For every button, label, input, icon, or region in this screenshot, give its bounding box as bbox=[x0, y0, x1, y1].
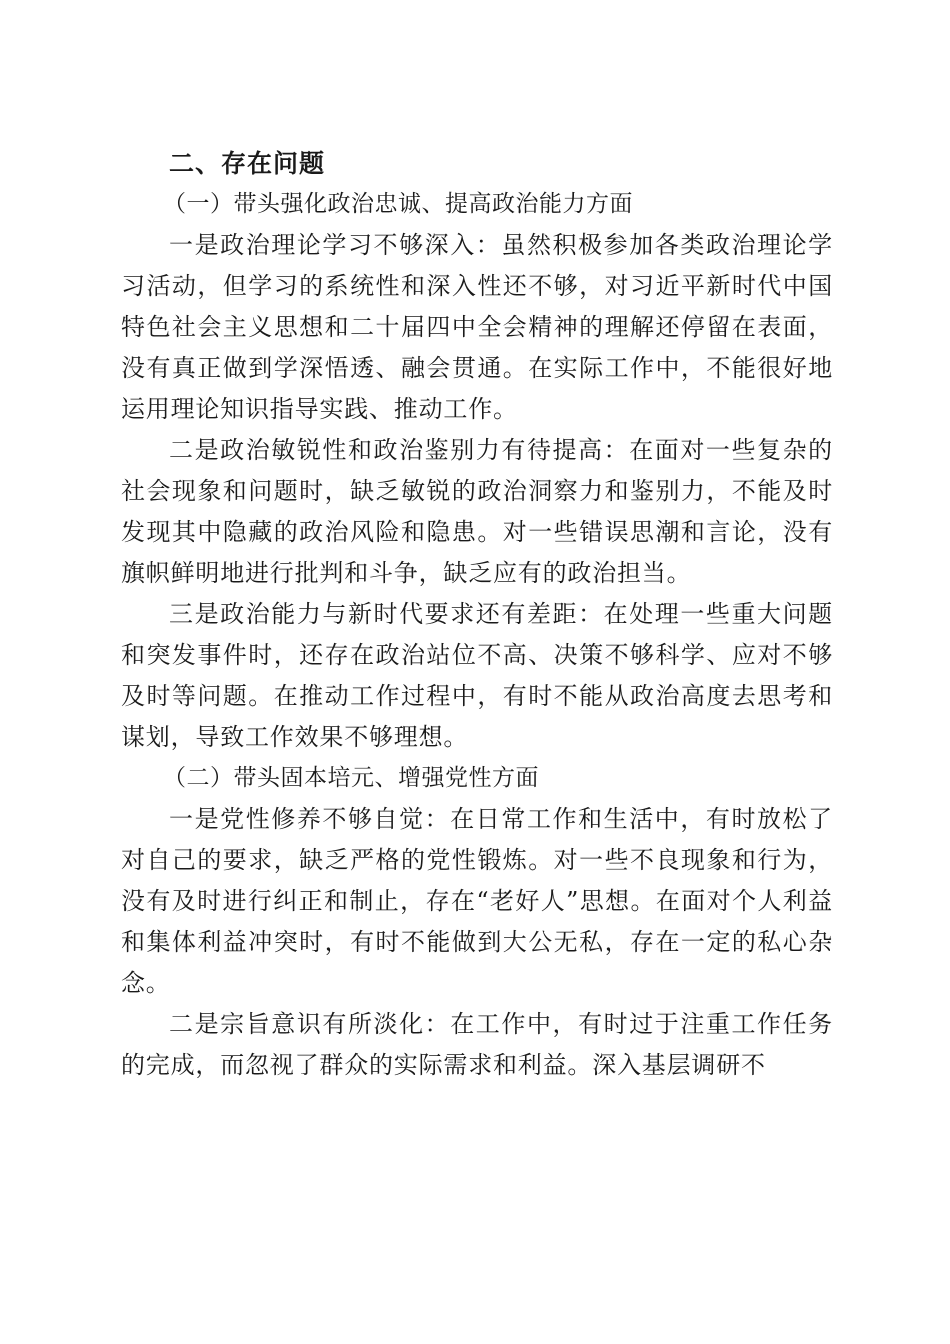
paragraph: 二是政治敏锐性和政治鉴别力有待提高：在面对一些复杂的社会现象和问题时，缺乏敏锐的政治洞察力和鉴别力，不能及时发现其中隐藏的政治风险和隐患。对一些错误思潮和言论，没有旗帜鲜明地进行批判和斗争，缺乏应有的政治担当。 bbox=[121, 436, 833, 587]
document-page bbox=[121, 143, 833, 1086]
subsection-title-1: （一）带头强化政治忠诚、提高政治能力方面 bbox=[163, 191, 633, 217]
paragraph: 一是党性修养不够自觉：在日常工作和生活中，有时放松了对自己的要求，缺乏严格的党性锻炼。对一些不良现象和行为，没有及时进行纠正和制止，存在“老好人”思想。在面对个人利益和集体利益冲突时，有时不能做到大公无私，存在一定的私心杂念。 bbox=[121, 805, 833, 997]
section-title: 二、存在问题 bbox=[169, 149, 326, 178]
paragraph: 二是宗旨意识有所淡化：在工作中，有时过于注重工作任务的完成，而忽视了群众的实际需求和利益。深入基层调研不 bbox=[121, 1010, 833, 1079]
paragraph: 一是政治理论学习不够深入：虽然积极参加各类政治理论学习活动，但学习的系统性和深入性还不够，对习近平新时代中国特色社会主义思想和二十届四中全会精神的理解还停留在表面，没有真正做到学深悟透、融会贯通。在实际工作中，不能很好地运用理论知识指导实践、推动工作。 bbox=[121, 231, 833, 423]
paragraph: 三是政治能力与新时代要求还有差距：在处理一些重大问题和突发事件时，还存在政治站位不高、决策不够科学、应对不够及时等问题。在推动工作过程中，有时不能从政治高度去思考和谋划，导致工作效果不够理想。 bbox=[121, 600, 833, 751]
subsection-title-2: （二）带头固本培元、增强党性方面 bbox=[163, 765, 539, 791]
